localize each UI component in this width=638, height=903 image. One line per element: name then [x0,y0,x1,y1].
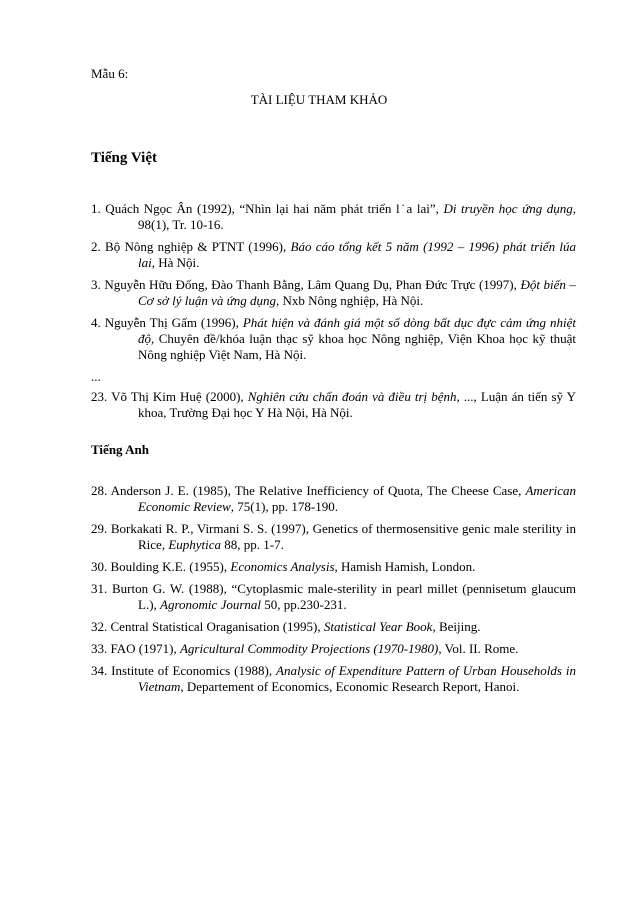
template-label: Mẫu 6: [91,66,129,81]
reference-source-title: Báo cáo tổng kết 5 năm (1992 – 1996) phát triển lúa lai [138,239,576,270]
reference-text: 29. Borkakati R. P., Virmani S. S. (1997), Genetics of thermosensitive genic male sterility in Rice, [91,521,576,552]
reference-item [91,315,576,363]
reference-details: 88, pp. 1-7. [221,537,284,552]
reference-details: , Nxb Nông nghiệp, Hà Nội. [275,293,424,308]
reference-text: 2. Bộ Nông nghiệp & PTNT (1996), [91,239,291,254]
reference-list-vietnamese [91,201,576,427]
reference-text: 23. Võ Thị Kim Huệ (2000), [91,389,248,404]
reference-source-title: American Economic Review [138,483,576,514]
reference-source-title: Euphytica [168,537,222,552]
reference-item [91,389,576,421]
reference-text: 30. Boulding K.E. (1955), [91,559,231,574]
reference-item [91,559,576,575]
reference-source-title: Economics Analysis [230,559,335,574]
reference-details: , Hamish Hamish, London. [334,559,476,574]
reference-item [91,521,576,553]
reference-text: 3. Nguyễn Hữu Đống, Đào Thanh Bằng, Lâm Quang Dụ, Phan Đức Trực (1997), [91,277,521,292]
reference-item [91,619,576,635]
reference-text: 33. FAO (1971), [91,641,180,656]
reference-text: 28. Anderson J. E. (1985), The Relative Inefficiency of Quota, The Cheese Case, [91,483,526,498]
reference-ellipsis: ... [91,369,101,384]
reference-text: 4. Nguyễn Thị Gấm (1996), [91,315,243,330]
reference-item [91,641,576,657]
section-heading-vietnamese: Tiếng Việt [91,150,157,166]
reference-list-english [91,483,576,701]
reference-text: 32. Central Statistical Oraganisation (1995), [91,619,324,634]
reference-details: , Vol. II. Rome. [438,641,519,656]
reference-details: , 75(1), pp. 178-190. [230,499,339,514]
reference-text: 31. Burton G. W. (1988), “Cytoplasmic male-sterility in pearl millet (pennisetum glaucum L.), [91,581,576,612]
reference-source-title: Statistical Year Book [323,619,433,634]
reference-source-title: Phát hiện và đánh giá một số dòng bất dục đực cảm ứng nhiệt độ [138,315,576,346]
reference-details: , Beijing. [432,619,481,634]
reference-text: 1. Quách Ngọc Ân (1992), “Nhìn lại hai năm phát triển l˙a lai”, [91,201,444,216]
reference-source-title: Di truyền học ứng dụng [443,201,573,216]
reference-source-title: Đột biến – Cơ sở lý luận và ứng dụng [138,277,576,308]
reference-source-title: Nghiên cứu chẩn đoán và điều trị bệnh [247,389,457,404]
section-heading-english: Tiếng Anh [91,442,149,457]
page-title: TÀI LIỆU THAM KHẢO [250,92,388,107]
reference-text: 34. Institute of Economics (1988), [91,663,277,678]
reference-details: , ..., Luận án tiến sỹ Y khoa, Trường Đại học Y Hà Nội, Hà Nội. [138,389,576,420]
reference-details: , Hà Nội. [151,255,200,270]
reference-item [91,277,576,309]
reference-item [91,581,576,613]
reference-details: , Departement of Economics, Economic Research Report, Hanoi. [180,679,520,694]
reference-item [91,239,576,271]
reference-details: , 98(1), Tr. 10-16. [138,201,577,232]
reference-source-title: Analysic of Expenditure Pattern of Urban Households in Vietnam [138,663,577,694]
reference-source-title: Agricultural Commodity Projections (1970-1980) [179,641,439,656]
reference-details: , Chuyên đề/khóa luận thạc sỹ khoa học Nông nghiệp, Viện Khoa học kỹ thuật Nông nghiệp Việt Nam, Hà Nội. [138,331,576,362]
reference-details: 50, pp.230-231. [261,597,347,612]
reference-item [91,663,576,695]
reference-item [91,201,576,233]
reference-source-title: Agronomic Journal [160,597,262,612]
reference-item [91,483,576,515]
